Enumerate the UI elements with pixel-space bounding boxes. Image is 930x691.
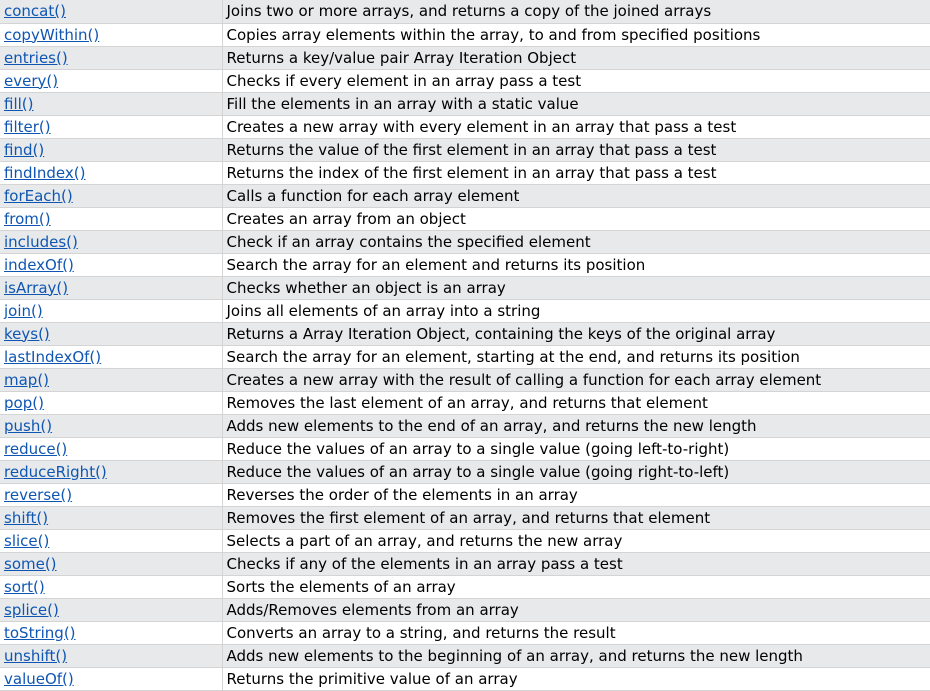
- table-row: [0, 253, 930, 276]
- table-row: [0, 345, 930, 368]
- method-cell: [0, 621, 222, 644]
- table-row: [0, 46, 930, 69]
- method-cell: [0, 230, 222, 253]
- method-cell: [0, 322, 222, 345]
- method-cell: [0, 115, 222, 138]
- method-link[interactable]: some(): [4, 554, 57, 573]
- method-description: Copies array elements within the array, to and from specified positions: [222, 23, 930, 46]
- method-description: Search the array for an element and returns its position: [222, 253, 930, 276]
- method-link[interactable]: push(): [4, 416, 53, 435]
- method-cell: [0, 161, 222, 184]
- table-row: [0, 368, 930, 391]
- method-link[interactable]: splice(): [4, 600, 59, 619]
- method-cell: [0, 460, 222, 483]
- method-cell: [0, 414, 222, 437]
- method-description: Returns the value of the first element in an array that pass a test: [222, 138, 930, 161]
- method-cell: [0, 575, 222, 598]
- method-cell: [0, 437, 222, 460]
- method-link[interactable]: copyWithin(): [4, 25, 100, 44]
- method-link[interactable]: isArray(): [4, 278, 69, 297]
- method-link[interactable]: every(): [4, 71, 59, 90]
- table-row: [0, 276, 930, 299]
- method-link[interactable]: concat(): [4, 2, 66, 21]
- method-description: Returns a key/value pair Array Iteration Object: [222, 46, 930, 69]
- table-row: [0, 0, 930, 23]
- method-description: Fill the elements in an array with a static value: [222, 92, 930, 115]
- table-row: [0, 207, 930, 230]
- method-cell: [0, 207, 222, 230]
- method-cell: [0, 92, 222, 115]
- table-row: [0, 322, 930, 345]
- table-row: [0, 621, 930, 644]
- table-row: [0, 391, 930, 414]
- method-description: Checks if any of the elements in an array pass a test: [222, 552, 930, 575]
- method-cell: [0, 0, 222, 23]
- method-link[interactable]: reduceRight(): [4, 462, 107, 481]
- method-cell: [0, 506, 222, 529]
- table-row: [0, 92, 930, 115]
- method-cell: [0, 46, 222, 69]
- method-link[interactable]: pop(): [4, 393, 44, 412]
- table-row: [0, 437, 930, 460]
- table-row: [0, 575, 930, 598]
- method-description: Checks whether an object is an array: [222, 276, 930, 299]
- table-row: [0, 138, 930, 161]
- method-link[interactable]: filter(): [4, 117, 51, 136]
- method-description: Reverses the order of the elements in an array: [222, 483, 930, 506]
- method-cell: [0, 69, 222, 92]
- method-cell: [0, 345, 222, 368]
- method-link[interactable]: keys(): [4, 324, 50, 343]
- method-link[interactable]: map(): [4, 370, 50, 389]
- method-link[interactable]: join(): [4, 301, 43, 320]
- method-link[interactable]: reduce(): [4, 439, 68, 458]
- method-cell: [0, 253, 222, 276]
- method-description: Check if an array contains the specified element: [222, 230, 930, 253]
- method-link[interactable]: from(): [4, 209, 51, 228]
- method-link[interactable]: shift(): [4, 508, 49, 527]
- method-link[interactable]: findIndex(): [4, 163, 86, 182]
- method-description: Returns the primitive value of an array: [222, 667, 930, 690]
- table-row: [0, 552, 930, 575]
- method-description: Joins two or more arrays, and returns a copy of the joined arrays: [222, 0, 930, 23]
- table-row: [0, 667, 930, 690]
- method-description: Converts an array to a string, and returns the result: [222, 621, 930, 644]
- table-row: [0, 529, 930, 552]
- method-description: Removes the last element of an array, and returns that element: [222, 391, 930, 414]
- method-link[interactable]: find(): [4, 140, 45, 159]
- method-cell: [0, 598, 222, 621]
- method-cell: [0, 184, 222, 207]
- method-link[interactable]: includes(): [4, 232, 78, 251]
- method-link[interactable]: valueOf(): [4, 669, 74, 688]
- method-cell: [0, 276, 222, 299]
- method-cell: [0, 667, 222, 690]
- method-description: Removes the first element of an array, and returns that element: [222, 506, 930, 529]
- method-cell: [0, 483, 222, 506]
- table-row: [0, 598, 930, 621]
- method-description: Sorts the elements of an array: [222, 575, 930, 598]
- method-description: Creates a new array with every element in an array that pass a test: [222, 115, 930, 138]
- method-link[interactable]: toString(): [4, 623, 76, 642]
- method-cell: [0, 529, 222, 552]
- method-cell: [0, 138, 222, 161]
- method-cell: [0, 23, 222, 46]
- method-link[interactable]: fill(): [4, 94, 34, 113]
- method-description: Search the array for an element, starting at the end, and returns its position: [222, 345, 930, 368]
- method-cell: [0, 299, 222, 322]
- table-row: [0, 299, 930, 322]
- method-description: Calls a function for each array element: [222, 184, 930, 207]
- table-row: [0, 23, 930, 46]
- method-description: Creates a new array with the result of calling a function for each array element: [222, 368, 930, 391]
- table-row: [0, 230, 930, 253]
- method-description: Adds new elements to the beginning of an array, and returns the new length: [222, 644, 930, 667]
- table-row: [0, 483, 930, 506]
- method-link[interactable]: unshift(): [4, 646, 68, 665]
- method-link[interactable]: sort(): [4, 577, 45, 596]
- method-cell: [0, 391, 222, 414]
- table-row: [0, 460, 930, 483]
- method-description: Checks if every element in an array pass a test: [222, 69, 930, 92]
- method-description: Returns the index of the first element in an array that pass a test: [222, 161, 930, 184]
- method-description: Returns a Array Iteration Object, containing the keys of the original array: [222, 322, 930, 345]
- table-row: [0, 115, 930, 138]
- method-link[interactable]: reverse(): [4, 485, 73, 504]
- method-link[interactable]: forEach(): [4, 186, 73, 205]
- method-link[interactable]: slice(): [4, 531, 50, 550]
- method-description: Joins all elements of an array into a string: [222, 299, 930, 322]
- method-cell: [0, 644, 222, 667]
- table-row: [0, 161, 930, 184]
- method-link[interactable]: indexOf(): [4, 255, 74, 274]
- table-row: [0, 644, 930, 667]
- table-row: [0, 506, 930, 529]
- table-row: [0, 69, 930, 92]
- method-description: Creates an array from an object: [222, 207, 930, 230]
- method-description: Adds/Removes elements from an array: [222, 598, 930, 621]
- method-description: Selects a part of an array, and returns the new array: [222, 529, 930, 552]
- method-link[interactable]: entries(): [4, 48, 68, 67]
- method-description: Adds new elements to the end of an array, and returns the new length: [222, 414, 930, 437]
- method-cell: [0, 552, 222, 575]
- table-row: [0, 184, 930, 207]
- table-row: [0, 414, 930, 437]
- method-description: Reduce the values of an array to a single value (going right-to-left): [222, 460, 930, 483]
- method-cell: [0, 368, 222, 391]
- method-description: Reduce the values of an array to a single value (going left-to-right): [222, 437, 930, 460]
- method-link[interactable]: lastIndexOf(): [4, 347, 102, 366]
